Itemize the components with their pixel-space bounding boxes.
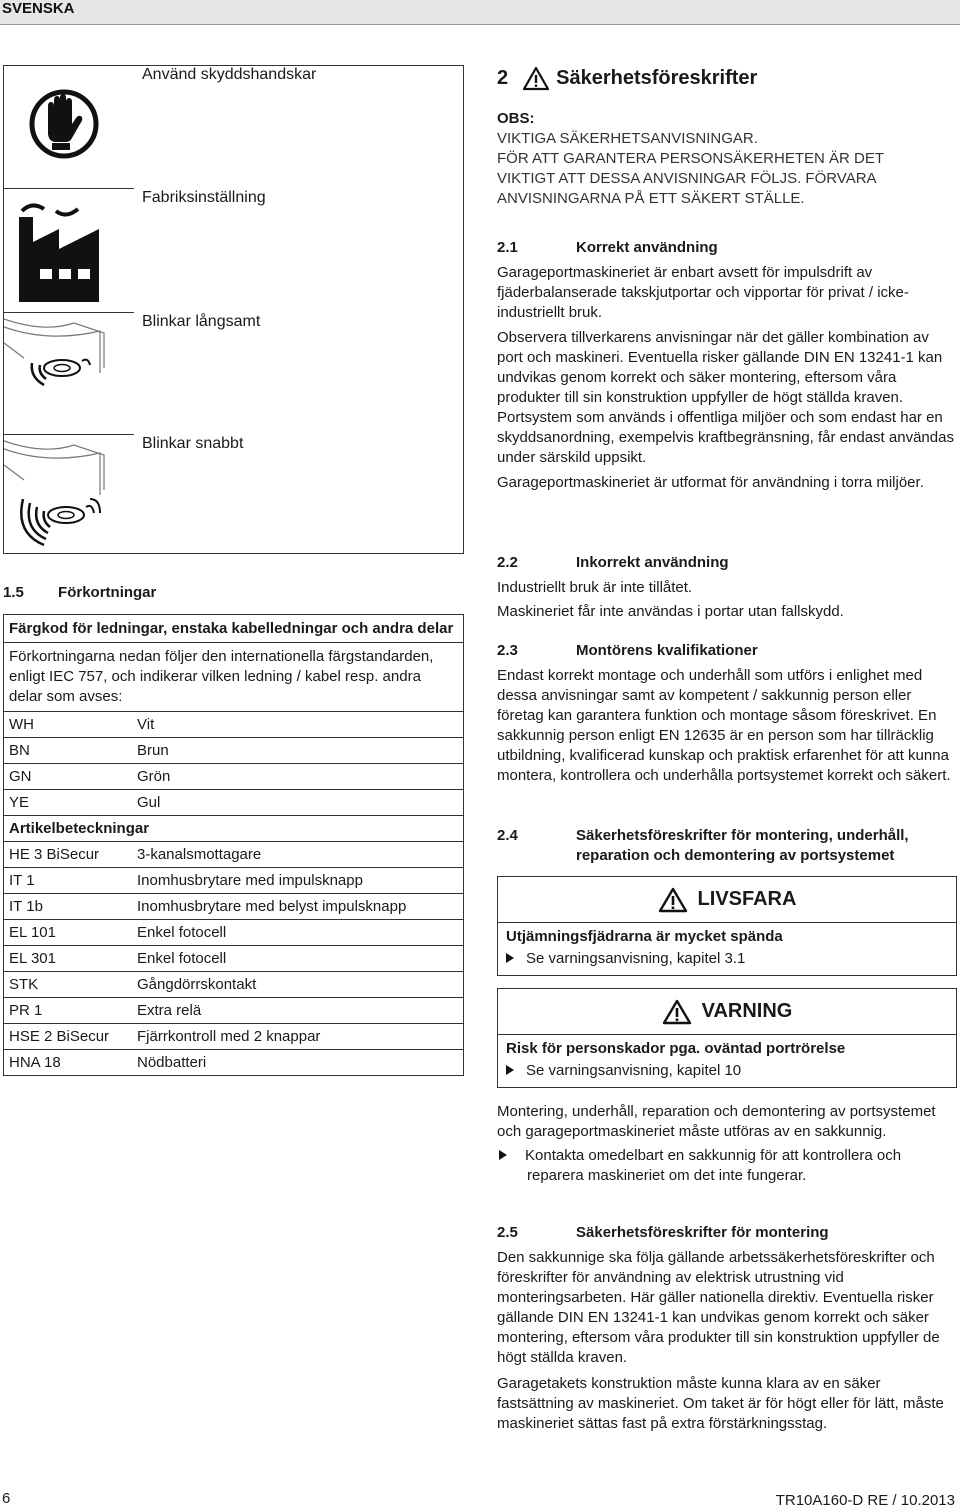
factory-icon: [4, 189, 134, 311]
abbr-meaning: 3-kanalsmottagare: [137, 846, 262, 863]
danger-statement: Utjämningsfjädrarna är mycket spända: [506, 928, 783, 945]
color-code-heading: Färgkod för ledningar, enstaka kabelledningar och andra delar: [4, 615, 463, 643]
symbol-row-gloves: [4, 66, 463, 188]
table-row: [4, 972, 463, 998]
paragraph: Observera tillverkarens anvisningar när det gäller kombination av port och maskineri. Eventuella risker gällande DIN EN 13241-1 kan undvikas genom korrekt och säker montering, eftersom våra produkter till sin konstruktion uppfyller de högt ställda kraven. Portsystem som används i offentliga miljöer och som endast har en skyddsanordning, exempelvis kraftbegränsning, får endast användas under särskild uppsikt.: [497, 329, 954, 466]
section-title: Säkerhetsföreskrifter för montering, underhåll, reparation och demontering av portsystemet: [576, 827, 909, 864]
table-row: [4, 894, 463, 920]
symbol-label: Blinkar snabbt: [142, 435, 244, 452]
section-number: 2: [497, 67, 509, 89]
obs-block: [497, 109, 957, 209]
abbr-code: GN: [9, 768, 32, 785]
section-2-heading: [497, 66, 757, 91]
abbr-code: WH: [9, 716, 34, 733]
abbr-code: IT 1: [9, 872, 35, 889]
danger-reference: [498, 947, 956, 975]
symbol-row-blink-fast: [4, 435, 463, 553]
section-title: Förkortningar: [58, 584, 157, 601]
warning-reference: [498, 1059, 956, 1087]
abbr-meaning: Nödbatteri: [137, 1054, 207, 1071]
obs-label: OBS:: [497, 110, 535, 127]
blink-slow-icon: [4, 313, 134, 433]
section-title: Inkorrekt användning: [576, 554, 729, 571]
reference-text: Se varningsanvisning, kapitel 3.1: [526, 950, 746, 967]
abbr-code: BN: [9, 742, 30, 759]
table-row: [4, 842, 463, 868]
arrow-right-icon: [499, 1150, 507, 1160]
abbr-meaning: Extra relä: [137, 1002, 202, 1019]
obs-line: VIKTIGT ATT DESSA ANVISNINGAR FÖLJS. FÖRVARA: [497, 170, 877, 187]
document-id: TR10A160-D RE / 10.2013: [775, 1492, 955, 1509]
section-number: 2.3: [497, 642, 518, 659]
paragraph: Garagetakets konstruktion måste kunna klara av en säker fastsättning av maskineriet. Om taket är för högt eller för lätt, måste maskineriet sättas fast på extra förstärkningsstag.: [497, 1375, 944, 1432]
obs-line: FÖR ATT GARANTERA PERSONSÄKERHETEN ÄR DET: [497, 150, 885, 167]
section-2-5-body: [497, 1248, 957, 1434]
section-2-1-body: [497, 263, 957, 493]
section-title: Säkerhetsföreskrifter för montering: [576, 1224, 829, 1241]
blink-fast-icon: [4, 435, 134, 553]
symbol-label: Använd skyddshandskar: [142, 66, 317, 83]
warning-triangle-icon: [662, 999, 692, 1025]
section-number: 2.5: [497, 1224, 518, 1241]
danger-box-livsfara: [497, 876, 957, 976]
symbol-row-factory: [4, 189, 463, 311]
abbr-meaning: Inomhusbrytare med belyst impulsknapp: [137, 898, 407, 915]
paragraph: Endast korrekt montage och underhåll som utförs i enlighet med dessa anvisningar samt av kompetent / sakkunnig person eller företag kan garantera funktion och montage såsom föreskrivet. En sakkunnig person enligt EN 12635 är en person som har tillräcklig utbildning, kvalificerad kunskap och praktisk erfarenhet för att kunna montera, kontrollera och underhålla portsystemet korrekt och säkert.: [497, 667, 951, 784]
symbol-row-blink-slow: [4, 313, 463, 433]
reference-text: Se varningsanvisning, kapitel 10: [526, 1062, 742, 1079]
abbr-meaning: Brun: [137, 742, 169, 759]
table-row: [4, 712, 463, 738]
danger-box-title: [498, 877, 956, 923]
abbr-code: EL 301: [9, 950, 56, 967]
bullet-item: [497, 1146, 957, 1186]
warning-box-title: [498, 989, 956, 1035]
symbol-table: [3, 65, 464, 554]
arrow-right-icon: [506, 1065, 514, 1075]
table-row: [4, 946, 463, 972]
section-1-5-heading: [3, 584, 156, 601]
color-code-intro: Förkortningarna nedan följer den internationella färgstandarden, enligt IEC 757, och indikerar vilken ledning / kabel resp. andra delar som avses:: [4, 643, 463, 712]
paragraph: Montering, underhåll, reparation och demontering av portsystemet och garageportmaskineriet måste utföras av en sakkunnig.: [497, 1103, 936, 1140]
paragraph: Garageportmaskineriet är utformat för användning i torra miljöer.: [497, 474, 924, 491]
section-number: 2.1: [497, 239, 518, 256]
warning-box-varning: [497, 988, 957, 1088]
abbr-code: HSE 2 BiSecur: [9, 1028, 110, 1045]
section-number: 2.4: [497, 827, 518, 844]
paragraph: Den sakkunnige ska följa gällande arbetssäkerhetsföreskrifter och föreskrifter för användning av elektrisk utrustning vid monteringsarbeten. Här gäller nationella direktiv. Eventuella risker gällande DIN EN 13241-1 kan undvikas genom korrekt och säker montering, eftersom våra produkter till sin konstruktion uppfyller de högt ställda kraven.: [497, 1249, 940, 1366]
abbr-code: IT 1b: [9, 898, 43, 915]
table-row: [4, 764, 463, 790]
abbreviation-table: [3, 614, 464, 1076]
table-row: [4, 998, 463, 1024]
symbol-label: Blinkar långsamt: [142, 313, 261, 330]
abbr-code: STK: [9, 976, 39, 993]
warning-label: VARNING: [701, 1000, 793, 1022]
abbr-code: HNA 18: [9, 1054, 61, 1071]
section-title: Montörens kvalifikationer: [576, 642, 758, 659]
abbr-meaning: Inomhusbrytare med impulsknapp: [137, 872, 363, 889]
obs-line: ANVISNINGARNA PÅ ETT SÄKERT STÄLLE.: [497, 190, 805, 207]
danger-label: LIVSFARA: [697, 888, 797, 910]
section-title: Säkerhetsföreskrifter: [556, 67, 758, 89]
table-row: [4, 738, 463, 764]
warning-triangle-icon: [522, 66, 550, 91]
section-2-4-body: [497, 1102, 957, 1186]
warning-triangle-icon: [658, 887, 688, 913]
paragraph: Maskineriet får inte användas i portar utan fallskydd.: [497, 603, 844, 620]
table-row: [4, 868, 463, 894]
paragraph: Garageportmaskineriet är enbart avsett för impulsdrift av fjäderbalanserade takskjutportar och vipportar för privat / icke-industriellt bruk.: [497, 264, 909, 321]
page-number: 6: [2, 1490, 11, 1507]
language-header: [0, 0, 960, 25]
section-2-2-body: [497, 578, 957, 622]
abbr-meaning: Vit: [137, 716, 155, 733]
abbr-meaning: Fjärrkontroll med 2 knappar: [137, 1028, 321, 1045]
warning-statement: Risk för personskador pga. oväntad portrörelse: [506, 1040, 846, 1057]
section-number: 1.5: [3, 584, 24, 601]
gloves-icon: [4, 66, 134, 188]
arrow-right-icon: [506, 953, 514, 963]
bullet-text: Kontakta omedelbart en sakkunnig för att kontrollera och reparera maskineriet om det inte fungerar.: [525, 1147, 902, 1184]
section-title: Korrekt användning: [576, 239, 718, 256]
abbr-code: YE: [9, 794, 30, 811]
symbol-label: Fabriksinställning: [142, 189, 266, 206]
table-row: [4, 790, 463, 816]
table-row: [4, 920, 463, 946]
paragraph: Industriellt bruk är inte tillåtet.: [497, 579, 693, 596]
section-number: 2.2: [497, 554, 518, 571]
article-heading: Artikelbeteckningar: [4, 816, 463, 842]
obs-line: VIKTIGA SÄKERHETSANVISNINGAR.: [497, 130, 758, 147]
abbr-meaning: Enkel fotocell: [137, 924, 227, 941]
abbr-meaning: Gångdörrskontakt: [137, 976, 257, 993]
language-label: SVENSKA: [2, 0, 75, 17]
section-2-3-body: [497, 666, 957, 786]
abbr-code: PR 1: [9, 1002, 43, 1019]
abbr-code: HE 3 BiSecur: [9, 846, 100, 863]
abbr-meaning: Grön: [137, 768, 171, 785]
abbr-meaning: Gul: [137, 794, 161, 811]
abbr-meaning: Enkel fotocell: [137, 950, 227, 967]
table-row: [4, 1050, 463, 1075]
abbr-code: EL 101: [9, 924, 56, 941]
table-row: [4, 1024, 463, 1050]
